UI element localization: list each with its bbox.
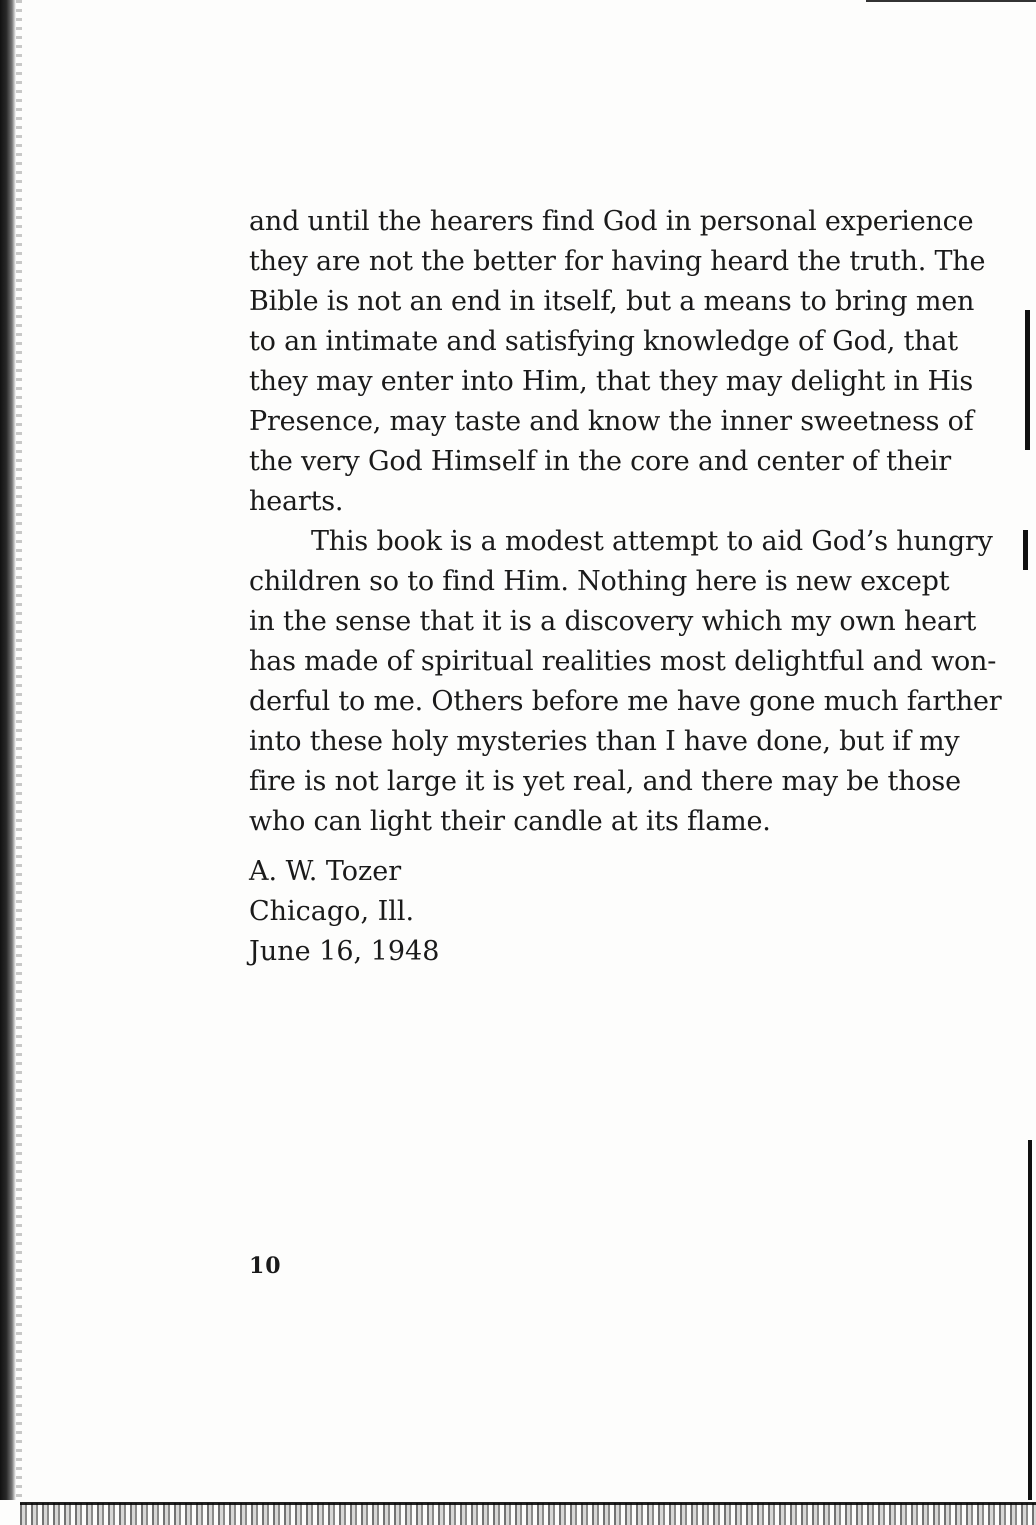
right-edge-mark [1025, 310, 1030, 450]
body-text [249, 202, 1002, 842]
paragraph-2 [249, 522, 1002, 842]
text-line: who can light their candle at its flame. [249, 806, 771, 837]
text-line: children so to find Him. Nothing here is new except [249, 566, 950, 597]
text-line: the very God Himself in the core and center of their [249, 446, 951, 477]
text-line: Bible is not an end in itself, but a means to bring men [249, 286, 975, 317]
signature-date: June 16, 1948 [249, 936, 440, 967]
text-line: to an intimate and satisfying knowledge of God, that [249, 326, 958, 357]
text-line: Presence, may taste and know the inner sweetness of [249, 406, 974, 437]
right-edge-mark [1028, 1140, 1032, 1500]
text-line: hearts. [249, 486, 344, 517]
text-line: fire is not large it is yet real, and there may be those [249, 766, 961, 797]
binding-shadow [0, 0, 16, 1500]
signature-block [249, 852, 439, 972]
scan-speckle [16, 0, 22, 1500]
page-number: 10 [249, 1253, 282, 1279]
text-line: they may enter into Him, that they may delight in His [249, 366, 973, 397]
text-line: they are not the better for having heard the truth. The [249, 246, 986, 277]
right-edge-mark [1023, 530, 1028, 570]
author-place: Chicago, Ill. [249, 896, 415, 927]
author-name: A. W. Tozer [249, 856, 402, 887]
paragraph-1 [249, 202, 986, 522]
text-line: in the sense that it is a discovery which my own heart [249, 606, 977, 637]
text-line: into these holy mysteries than I have done, but if my [249, 726, 960, 757]
text-line: derful to me. Others before me have gone much farther [249, 686, 1002, 717]
text-line: and until the hearers find God in personal experience [249, 206, 974, 237]
bottom-edge-shadow [20, 1503, 1036, 1525]
text-line: has made of spiritual realities most delightful and won- [249, 646, 997, 677]
text-line: This book is a modest attempt to aid God’s hungry [311, 526, 993, 557]
top-edge-line [866, 0, 1036, 2]
